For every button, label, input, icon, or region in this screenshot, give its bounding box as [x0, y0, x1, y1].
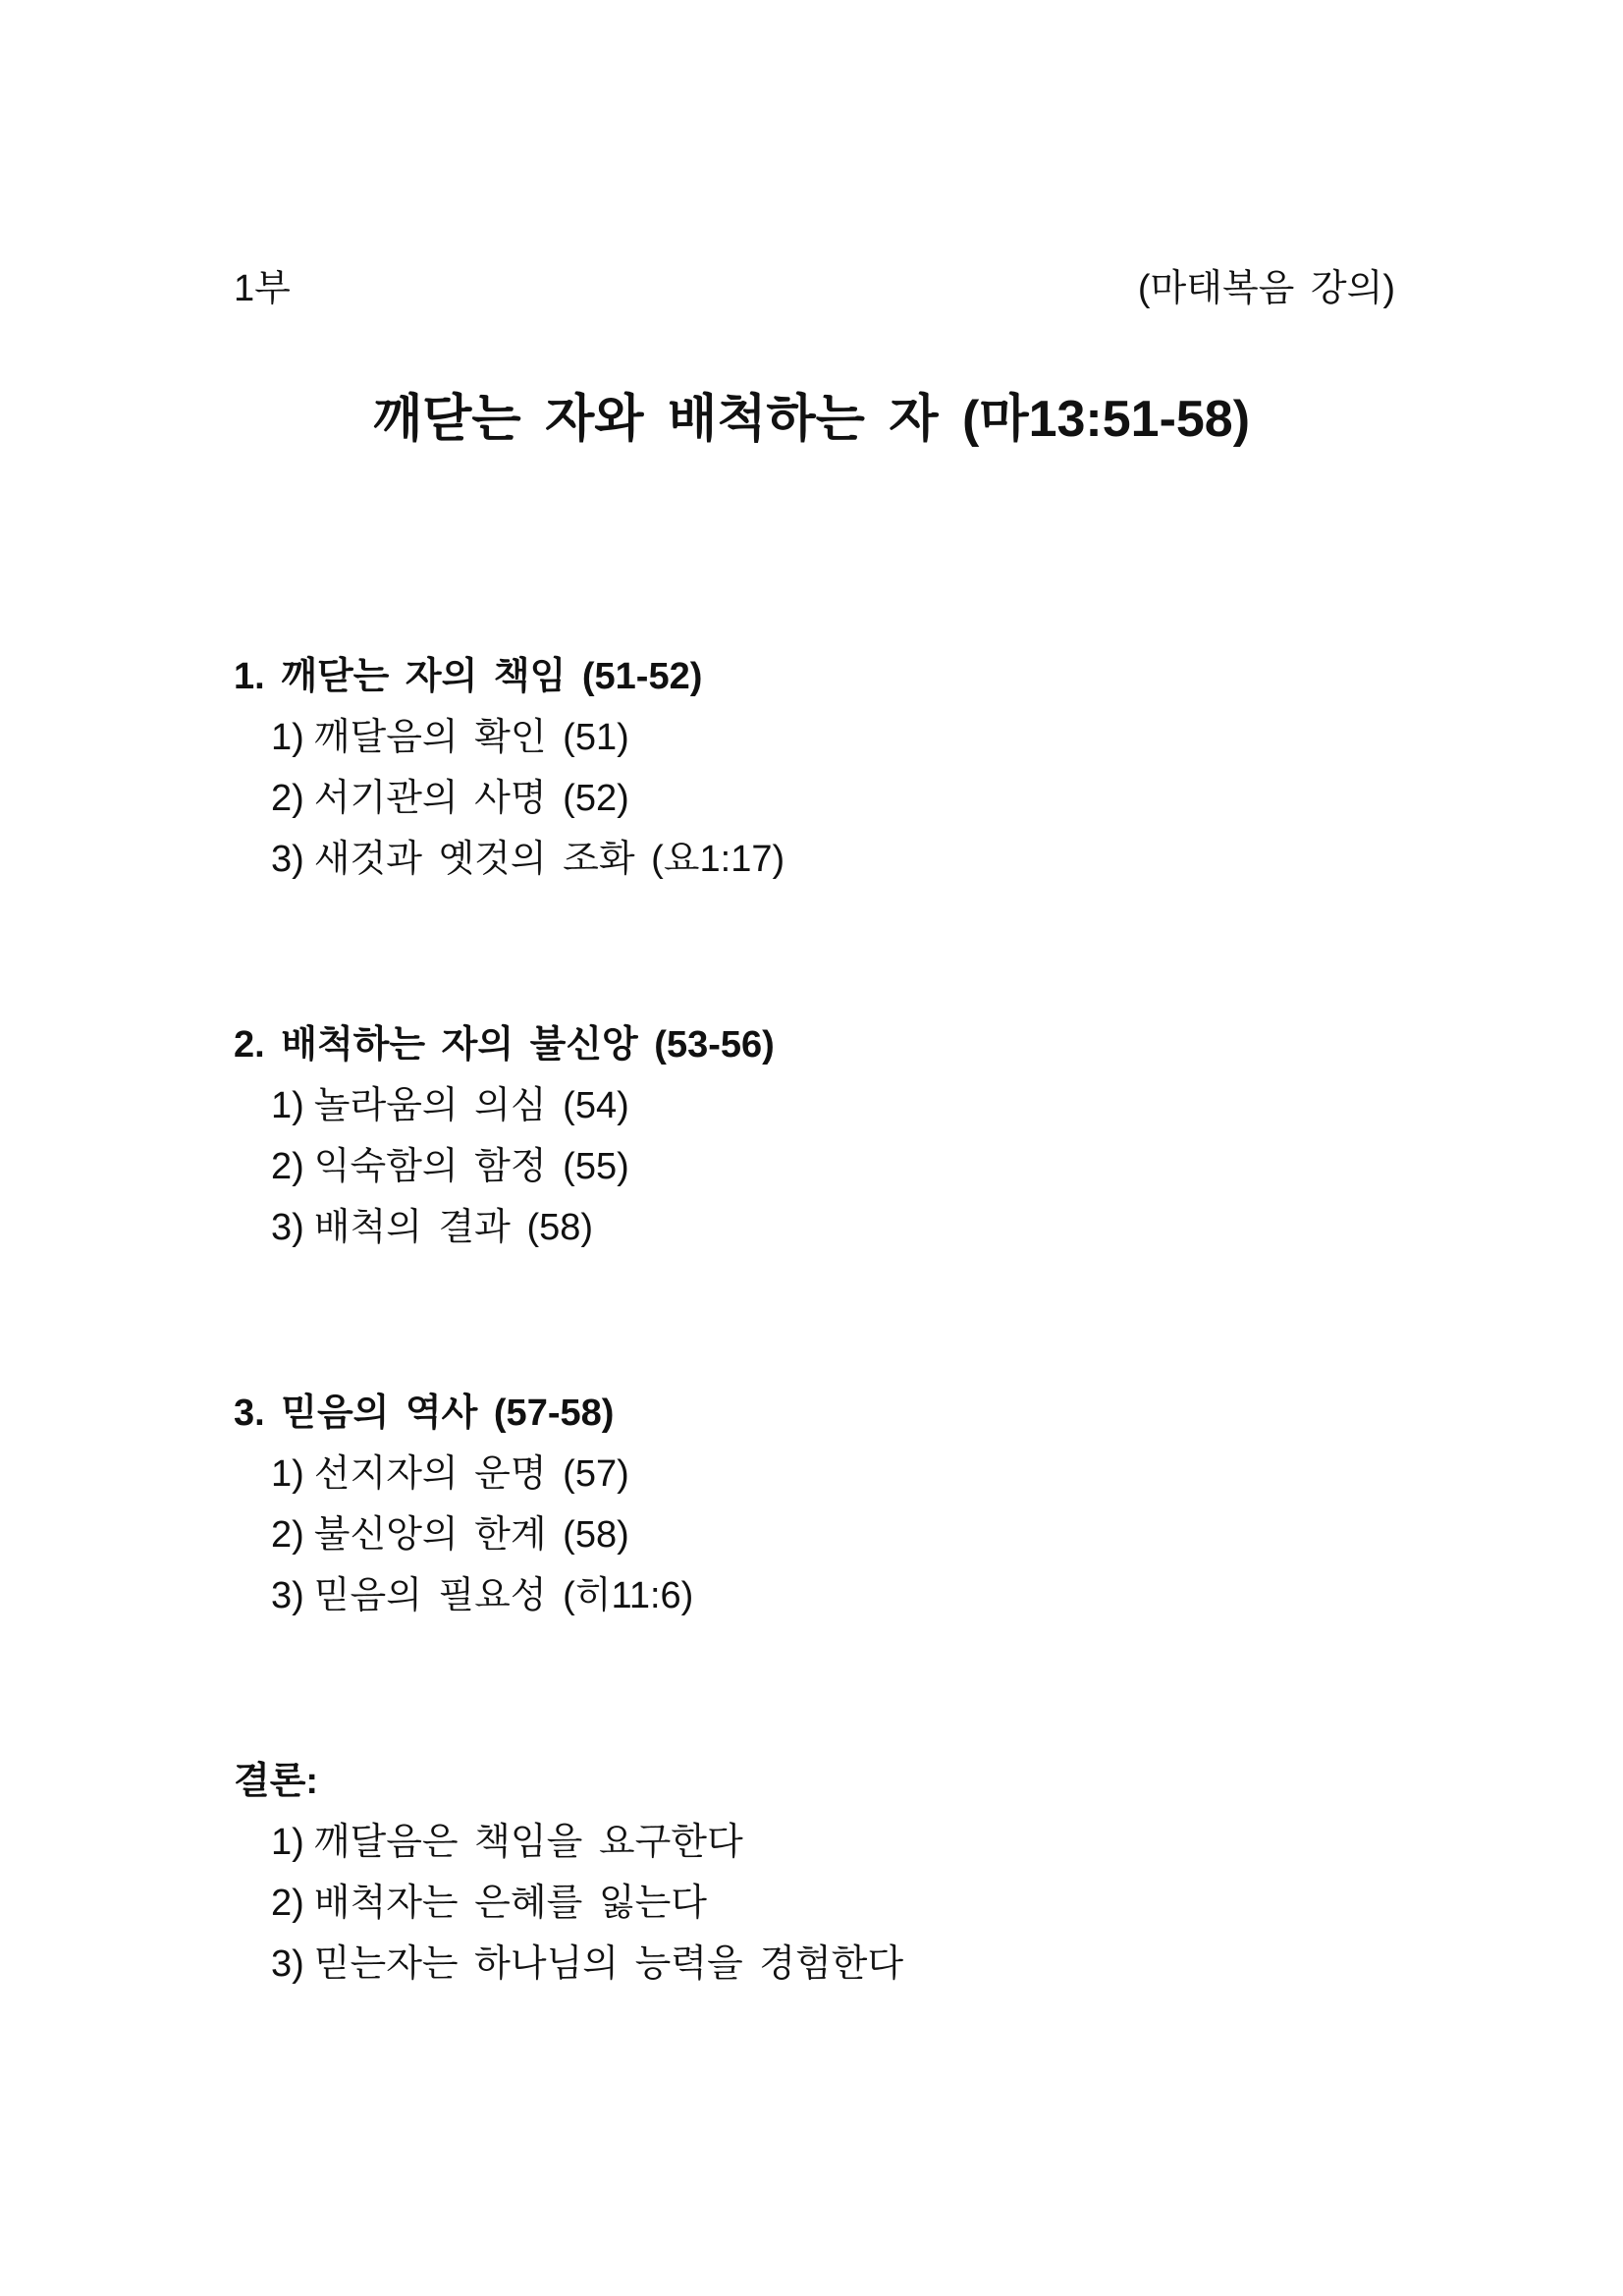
item-text: 놀라움의 의심 (54)	[313, 1085, 629, 1126]
item-text: 믿는자는 하나님의 능력을 경험한다	[313, 1943, 904, 1985]
item-text: 새것과 옛것의 조화 (요1:17)	[313, 839, 785, 880]
item-text: 선지자의 운명 (57)	[313, 1453, 629, 1495]
list-item	[271, 1880, 1412, 1927]
section-2	[234, 1021, 1412, 1265]
item-text: 익숙함의 함정 (55)	[313, 1146, 629, 1187]
item-text: 불신앙의 한계 (58)	[313, 1514, 629, 1556]
list-item	[271, 836, 1412, 883]
item-number: 3)	[271, 839, 304, 880]
item-number: 2)	[271, 1883, 304, 1924]
item-text: 배척의 결과 (58)	[313, 1207, 594, 1248]
list-item	[271, 1082, 1412, 1129]
section-1	[234, 653, 1412, 897]
section-item-list	[234, 1082, 1412, 1251]
item-text: 깨달음은 책임을 요구한다	[313, 1822, 743, 1863]
list-item	[271, 775, 1412, 822]
item-number: 2)	[271, 1514, 304, 1556]
item-number: 1)	[271, 1085, 304, 1126]
list-item	[271, 1572, 1412, 1619]
item-number: 3)	[271, 1575, 304, 1616]
conclusion-item-list	[234, 1819, 1412, 1988]
item-number: 1)	[271, 1822, 304, 1863]
list-item	[271, 1143, 1412, 1190]
item-text: 믿음의 필요성 (히11:6)	[313, 1575, 694, 1616]
part-label: 1부	[234, 268, 291, 309]
item-text: 배척자는 은혜를 잃는다	[313, 1883, 707, 1924]
section-heading: 3. 믿음의 역사 (57-58)	[234, 1393, 615, 1434]
item-number: 2)	[271, 778, 304, 819]
item-text: 깨달음의 확인 (51)	[313, 717, 629, 758]
list-item	[271, 1819, 1412, 1866]
conclusion-heading: 결론:	[234, 1761, 319, 1802]
item-number: 3)	[271, 1207, 304, 1248]
list-item	[271, 1511, 1412, 1558]
section-heading: 2. 배척하는 자의 불신앙 (53-56)	[234, 1024, 775, 1066]
item-number: 3)	[271, 1943, 304, 1985]
course-label: (마태복음 강의)	[1137, 268, 1395, 309]
list-item	[271, 714, 1412, 761]
item-number: 2)	[271, 1146, 304, 1187]
conclusion-section	[234, 1758, 1412, 2001]
item-number: 1)	[271, 1453, 304, 1495]
section-heading: 1. 깨닫는 자의 책임 (51-52)	[234, 656, 703, 697]
list-item	[271, 1450, 1412, 1498]
item-number: 1)	[271, 717, 304, 758]
list-item	[271, 1941, 1412, 1988]
section-3	[234, 1390, 1412, 1633]
section-item-list	[234, 714, 1412, 883]
page-title: 깨닫는 자와 배척하는 자 (마13:51-58)	[372, 391, 1251, 448]
list-item	[271, 1204, 1412, 1251]
item-text: 서기관의 사명 (52)	[313, 778, 629, 819]
section-item-list	[234, 1450, 1412, 1619]
